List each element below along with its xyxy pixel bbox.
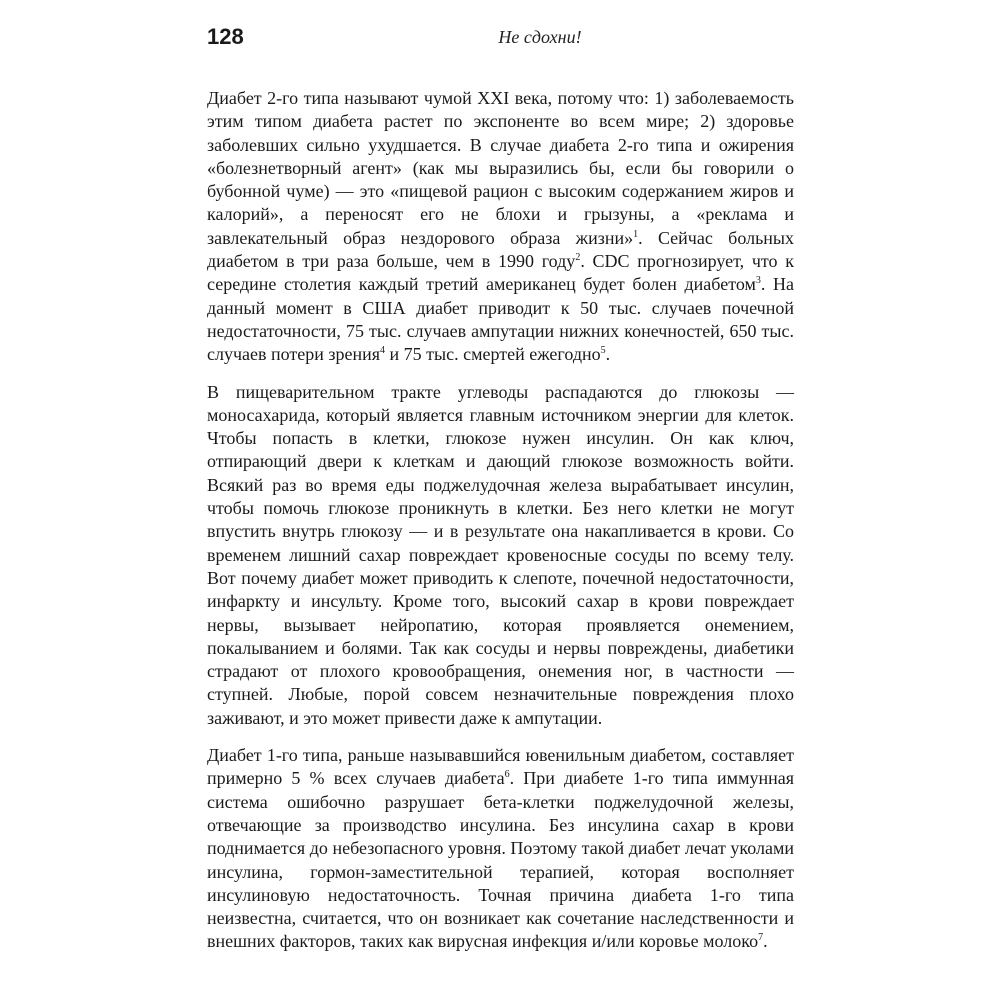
text-run: и 75 тыс. смертей ежегодно xyxy=(385,344,601,365)
text-run: Диабет 1-го типа, раньше называвшийся ювенильным диабетом, составляет примерно 5 % всех случаев диабета xyxy=(207,745,794,789)
footnote-ref: 4 xyxy=(380,345,386,357)
page-number: 128 xyxy=(207,24,244,49)
footnote-ref: 6 xyxy=(504,769,510,781)
paragraph-2 xyxy=(207,381,794,730)
text-run: . xyxy=(605,344,611,365)
footnote-ref: 5 xyxy=(600,345,606,357)
paragraph-1 xyxy=(207,87,794,367)
footnote-ref: 3 xyxy=(755,275,761,287)
text-run: . CDC прогнозирует, что к середине столетия каждый третий американец будет болен диабетом xyxy=(207,251,794,295)
body-text xyxy=(207,87,794,954)
running-title: Не сдохни! xyxy=(498,27,582,47)
text-run: . xyxy=(763,931,768,952)
text-run: . При диабете 1-го типа иммунная система ошибочно разрушает бета-клетки поджелудочной железы, отвечающие за производство инсулина. Без инсулина сахар в крови поднимается до небезопасного уровня. Поэтому такой диабет лечат уколами инсулина, гормон-заместительной терапией, которая восполняет инсулиновую недостаточность. Точная причина диабета 1-го типа неизвестна, считается, что он возникает как сочетание наследственности и внешних факторов, таких как вирусная инфекция и/или коровье молоко xyxy=(207,768,794,952)
text-run: . На данный момент в США диабет приводит к 50 тыс. случаев почечной недостаточности, 75 тыс. случаев ампутации нижних конечностей, 650 тыс. случаев потери зрения xyxy=(207,274,794,365)
footnote-ref: 2 xyxy=(575,252,581,264)
footnote-ref: 7 xyxy=(758,932,764,944)
text-run: Диабет 2-го типа называют чумой XXI века, потому что: 1) заболеваемость этим типом диабета растет по экспоненте во всем мире; 2) здоровье заболевших сильно ухудшается. В случае диабета 2-го типа и ожирения «болезнетворный агент» (как мы выразились бы, если бы говорили о бубонной чуме) — это «пищевой рацион с высоким содержанием жиров и калорий», а переносят его не блохи и грызуны, а «реклама и завлекательный образ нездорового образа жизни» xyxy=(207,88,794,248)
text-run: . Сейчас больных диабетом в три раза больше, чем в 1990 году xyxy=(207,227,795,272)
paragraph-3 xyxy=(207,744,794,954)
footnote-ref: 1 xyxy=(633,228,639,240)
text-run: В пищеварительном тракте углеводы распадаются до глюкозы — моносахарида, который является главным источником энергии для клеток. Чтобы попасть в клетки, глюкозе нужен инсулин. Он как ключ, отпирающий двери к клеткам и дающий глюкозе возможность войти. Всякий раз во время еды поджелудочная железа вырабатывает инсулин, чтобы помочь глюкозе проникнуть в клетки. Без него клетки не могут впустить внутрь глюкозу — и в результате она накапливается в крови. Со временем лишний сахар повреждает кровеносные сосуды по всему телу. Вот почему диабет может приводить к слепоте, почечной недостаточности, инфаркту и инсульту. Кроме того, высокий сахар в крови повреждает нервы, вызывает нейропатию, которая проявляется онемением, покалыванием и болями. Так как сосуды и нервы повреждены, диабетики страдают от плохого кровообращения, онемения ног, в частности — ступней. Любые, порой совсем незначительные повреждения плохо заживают, и это может привести даже к ампутации. xyxy=(207,381,794,728)
